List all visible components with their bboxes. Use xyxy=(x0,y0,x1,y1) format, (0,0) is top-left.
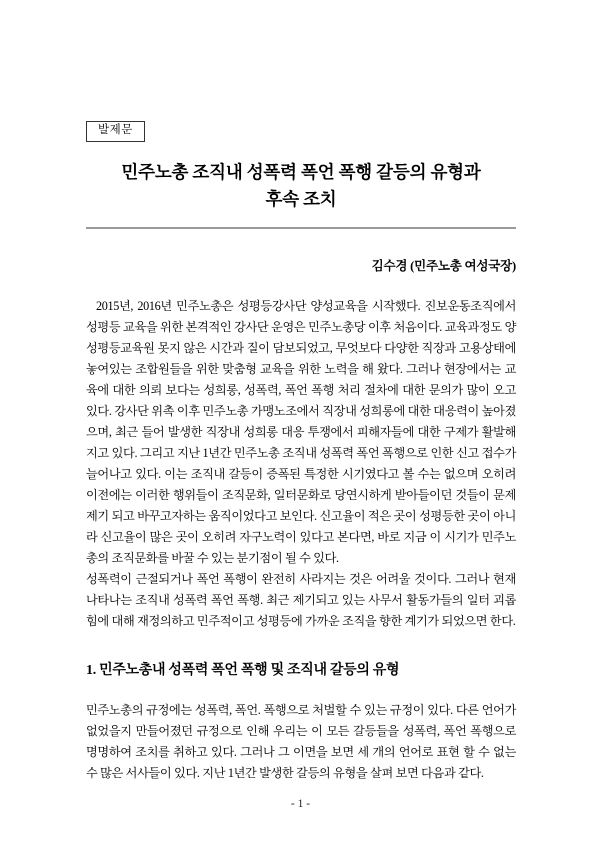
title-divider xyxy=(86,227,516,230)
section-1-body xyxy=(86,700,516,784)
intro-paragraph: 2015년, 2016년 민주노총은 성평등강사단 양성교육을 시작했다. 진보운동조직에서 성평등 교육을 위한 본격적인 강사단 운영은 민주노총당 이후 처음이다. 교육과정도 양성평등교육원 못지 않은 시간과 질이 담보되었고, 무엇보다 다양한 직장과 고용상태에 놓여있는 조합원들을 위한 맞춤형 교육을 위한 노력을 해 왔다. 그러나 현장에서는 교육에 대한 의뢰 보다는 성희롱, 성폭력, 폭언 폭행 처리 절차에 대한 문의가 많이 오고 있다. 강사단 위촉 이후 민주노총 가맹노조에서 직장내 성희롱에 대한 대응력이 높아졌으며, 최근 들어 발생한 직장내 성희롱 대응 투쟁에서 피해자들에 대한 구제가 활발해지고 있다. 그리고 지난 1년간 민주노총 조직내 성폭력 폭언 폭행으로 인한 신고 접수가 늘어나고 있다. 이는 조직내 갈등이 증폭된 특정한 시기였다고 볼 수는 없으며 오히려 이전에는 이러한 행위들이 조직문화, 일터문화로 당연시하게 받아들이던 것들이 문제제기 되고 바꾸고자하는 움직이었다고 보인다. 신고율이 적은 곳이 성평등한 곳이 아니라 신고율이 많은 곳이 오히려 자구노력이 있다고 본다면, 바로 지금 이 시기가 민주노총의 조직문화를 바꿀 수 있는 분기점이 될 수 있다. xyxy=(86,299,516,566)
intro-paragraph-block xyxy=(86,296,516,632)
section-1-paragraph: 민주노총의 규정에는 성폭력, 폭언. 폭행으로 처벌할 수 있는 규정이 있다. 다른 언어가 없었을지 만들어졌던 규정으로 인해 우리는 이 모든 갈등들을 성폭력, 폭언 폭행으로 명명하여 조치를 취하고 있다. 그러나 그 이면을 보면 세 개의 언어로 표현 할 수 없는 수 많은 서사들이 있다. 지난 1년간 발생한 갈등의 유형을 살펴 보면 다음과 같다. xyxy=(86,703,516,781)
author-byline: 김수경 (민주노총 여성국장) xyxy=(371,259,516,274)
page-title-line-1: 민주노총 조직내 성폭력 폭언 폭행 갈등의 유형과 xyxy=(121,161,481,182)
page-number: - 1 - xyxy=(290,798,311,810)
title-block xyxy=(86,159,516,213)
document-content xyxy=(86,120,516,797)
page-title-line-2: 후속 조치 xyxy=(265,188,337,209)
second-paragraph: 성폭력이 근절되거나 폭언 폭행이 완전히 사라지는 것은 어려울 것이다. 그러나 현재 나타나는 조직내 성폭력 폭언 폭행. 최근 제기되고 있는 사무서 활동가들의 일터 괴롭힘에 대해 재정의하고 민주적이고 성평등에 가까운 조직을 향한 계기가 되었으면 한다. xyxy=(86,572,516,629)
section-heading-1: 1. 민주노총내 성폭력 폭언 폭행 및 조직내 갈등의 유형 xyxy=(86,663,400,678)
document-type-badge: 발제문 xyxy=(86,121,145,142)
